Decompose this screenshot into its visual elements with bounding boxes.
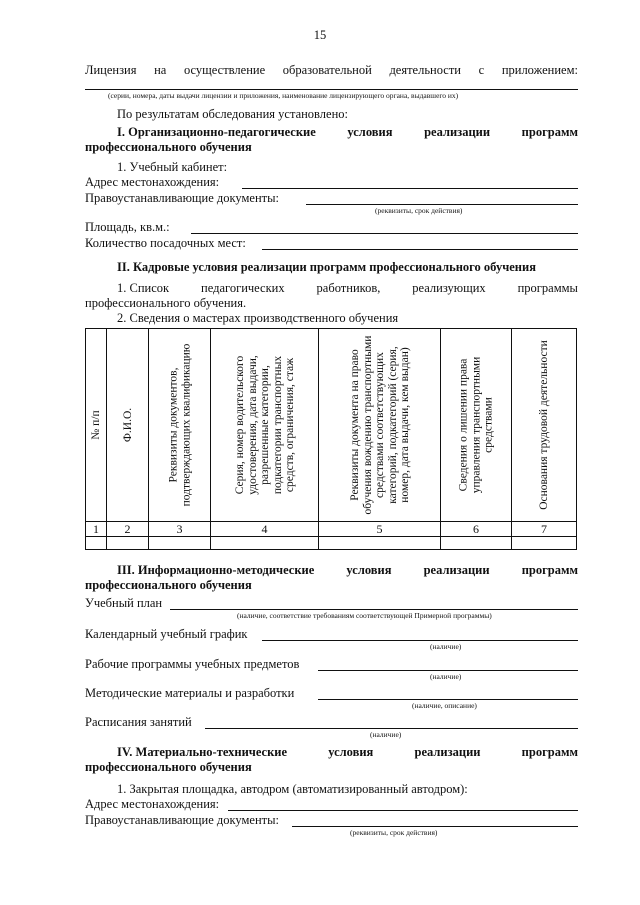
- area-label: Площадь, кв.м.:: [85, 220, 170, 234]
- section2-item1-word: работников,: [316, 281, 381, 295]
- table-cell: [211, 537, 319, 550]
- timetable-line: [205, 728, 578, 729]
- table-cell: [107, 537, 149, 550]
- autodrome-docs-label: Правоустанавливающие документы:: [85, 813, 279, 827]
- license-line: [85, 63, 578, 78]
- column-number: 3: [149, 522, 211, 537]
- autodrome-address-label: Адрес местонахождения:: [85, 797, 220, 811]
- column-number: 1: [86, 522, 107, 537]
- section2-item1: [117, 281, 578, 296]
- table-number-row: [86, 522, 577, 537]
- section4-title-cont: профессионального обучения: [85, 760, 252, 774]
- section2-item1-word: реализующих: [412, 281, 486, 295]
- license-word: на: [154, 63, 167, 77]
- header-cell-employment: Основания трудовой деятельности: [512, 329, 577, 522]
- autodrome-address-line: [228, 810, 578, 811]
- column-number: 2: [107, 522, 149, 537]
- table-cell: [149, 537, 211, 550]
- table-cell: [319, 537, 441, 550]
- schedule-line: [262, 640, 578, 641]
- section2-item1-word: 1. Список: [117, 281, 170, 295]
- autodrome-item: 1. Закрытая площадка, автодром (автоматизированный автодром):: [117, 782, 468, 796]
- section2-title: II. Кадровые условия реализации программ профессионального обучения: [117, 260, 536, 274]
- methods-label: Методические материалы и разработки: [85, 686, 295, 700]
- section3-title-word: III. Информационно-методические: [117, 563, 315, 577]
- header-cell-license: Серия, номер водительского удостоверения, дата выдачи, разрешенные категории, подкатегории транспортных средств, ограничения, стаж: [211, 329, 319, 522]
- methods-line: [318, 699, 578, 700]
- section4-title: [117, 745, 578, 760]
- section4-title-word: IV. Материально-технические: [117, 745, 288, 759]
- programs-line: [318, 670, 578, 671]
- section3-title-word: программ: [521, 563, 578, 577]
- table-cell: [512, 537, 577, 550]
- section1-title: [117, 125, 578, 140]
- section2-item1-word: педагогических: [201, 281, 285, 295]
- header-cell-number: № п/п: [86, 329, 107, 522]
- table-row: [86, 537, 577, 550]
- classroom-docs-caption: (реквизиты, срок действия): [375, 206, 463, 215]
- license-word: Лицензия: [85, 63, 137, 77]
- autodrome-docs-caption: (реквизиты, срок действия): [350, 828, 438, 837]
- section3-title-cont: профессионального обучения: [85, 578, 252, 592]
- area-line: [191, 233, 578, 234]
- column-number: 6: [441, 522, 512, 537]
- classroom-item: 1. Учебный кабинет:: [117, 160, 228, 174]
- curriculum-line: [170, 609, 578, 610]
- section2-item1-word: программы: [517, 281, 578, 295]
- seats-label: Количество посадочных мест:: [85, 236, 246, 250]
- section3-title-word: условия: [346, 563, 392, 577]
- curriculum-caption: (наличие, соответствие требованиям соответствующей Примерной программы): [237, 611, 492, 620]
- license-word: с: [478, 63, 485, 77]
- license-word: образовательной: [282, 63, 372, 77]
- license-word: приложением:: [501, 63, 578, 77]
- header-cell-qualification: Реквизиты документов, подтверждающих квалификацию: [149, 329, 211, 522]
- table-cell: [86, 537, 107, 550]
- license-caption: (серии, номера, даты выдачи лицензии и приложения, наименование лицензирующего органа, выдавшего их): [108, 91, 459, 100]
- header-cell-deprivation: Сведения о лишении права управления транспортными средствами: [441, 329, 512, 522]
- page-number: 15: [313, 28, 327, 42]
- header-cell-name: Ф.И.О.: [107, 329, 149, 522]
- table-header-row: [86, 329, 577, 522]
- section1-title-word: реализации: [424, 125, 491, 139]
- autodrome-docs-line: [292, 826, 578, 827]
- license-fill-line: [85, 89, 578, 90]
- column-number: 4: [211, 522, 319, 537]
- section3-title-word: реализации: [423, 563, 490, 577]
- curriculum-label: Учебный план: [85, 596, 163, 610]
- section2-item2: 2. Сведения о мастерах производственного обучения: [117, 311, 399, 325]
- schedule-label: Календарный учебный график: [85, 627, 248, 641]
- section1-title-cont: профессионального обучения: [85, 140, 252, 154]
- classroom-docs-line: [306, 204, 578, 205]
- license-word: деятельности: [389, 63, 461, 77]
- section2-item1-cont: профессионального обучения.: [85, 296, 247, 310]
- license-word: осуществление: [183, 63, 266, 77]
- header-cell-training-right: Реквизиты документа на право обучения вождению транспортными средствами соответствующих категорий, подкатегорий (серия, номер, дата выдачи, кем выдан): [319, 329, 441, 522]
- classroom-address-line: [242, 188, 578, 189]
- section1-title-word: I. Организационно-педагогические: [117, 125, 316, 139]
- column-number: 7: [512, 522, 577, 537]
- table-cell: [441, 537, 512, 550]
- section1-title-word: программ: [521, 125, 578, 139]
- schedule-caption: (наличие): [430, 642, 462, 651]
- programs-label: Рабочие программы учебных предметов: [85, 657, 300, 671]
- masters-table: [85, 328, 577, 550]
- column-number: 5: [319, 522, 441, 537]
- section3-title: [117, 563, 578, 578]
- methods-caption: (наличие, описание): [412, 701, 477, 710]
- classroom-docs-label: Правоустанавливающие документы:: [85, 191, 279, 205]
- section1-title-word: условия: [347, 125, 393, 139]
- programs-caption: (наличие): [430, 672, 462, 681]
- section4-title-word: условия: [328, 745, 374, 759]
- timetable-label: Расписания занятий: [85, 715, 192, 729]
- seats-line: [262, 249, 578, 250]
- section4-title-word: программ: [521, 745, 578, 759]
- timetable-caption: (наличие): [370, 730, 402, 739]
- section4-title-word: реализации: [414, 745, 481, 759]
- intro-text: По результатам обследования установлено:: [117, 107, 348, 121]
- classroom-address-label: Адрес местонахождения:: [85, 175, 220, 189]
